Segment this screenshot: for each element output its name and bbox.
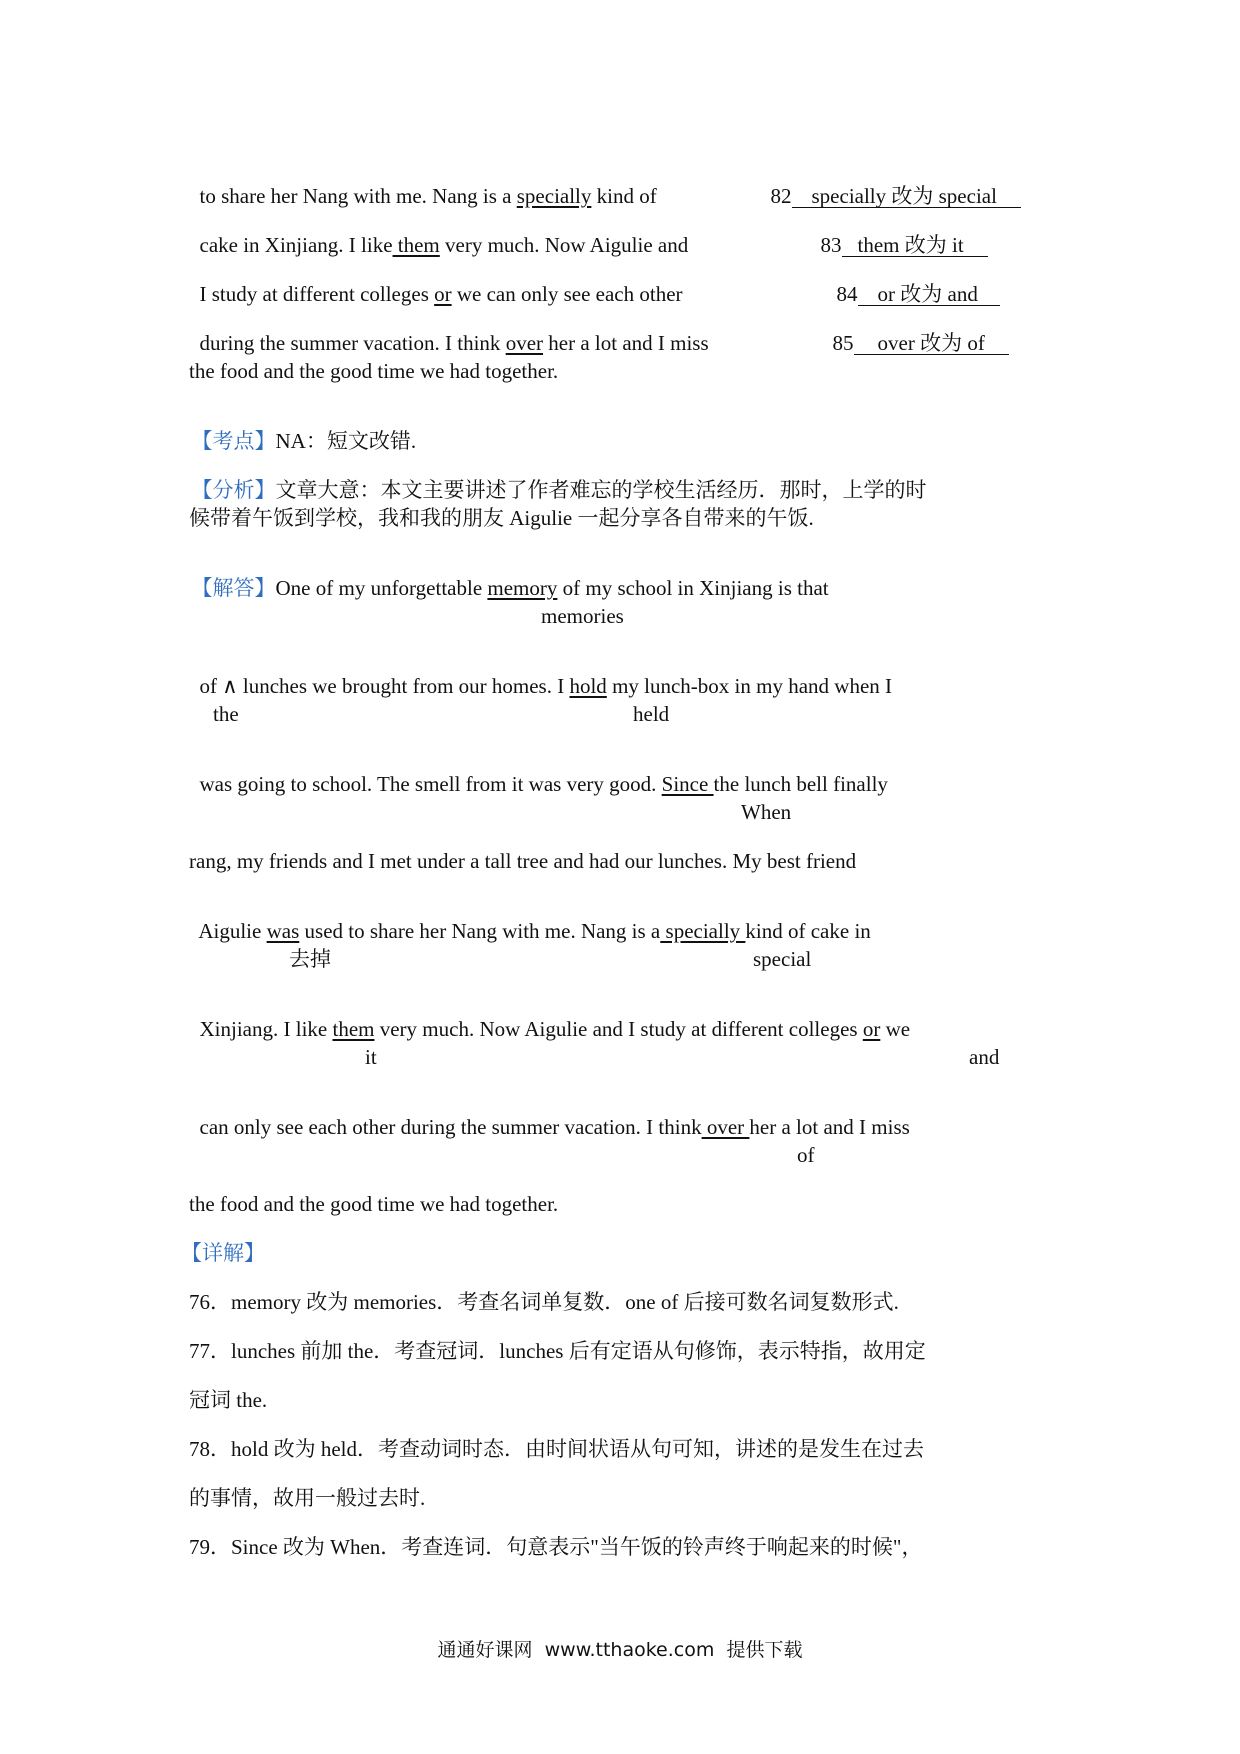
correction-word: of — [797, 1143, 815, 1167]
correction-row-85 — [189, 312, 709, 354]
correction-word: and — [969, 1045, 1000, 1069]
kaodian-label: 【考点】 — [191, 429, 276, 453]
fenxi-text: 文章大意：本文主要讲述了作者难忘的学校生活经历．那时，上学的时 — [275, 478, 927, 502]
answer-blank: or 改为 and — [858, 284, 1000, 306]
text: used to share her Nang with me. Nang is a — [299, 919, 661, 943]
row-text: to share her Nang with me. Nang is a specially kind of — [199, 184, 657, 208]
correction-word: held — [633, 702, 670, 726]
correction-word: 去掉 — [289, 947, 331, 971]
text: the lunch bell finally — [713, 772, 888, 796]
underlined-word: or — [862, 1017, 881, 1041]
answer-blank: specially 改为 special — [792, 186, 1021, 208]
text: One of my unforgettable — [275, 576, 488, 600]
answer-number: 83 — [820, 233, 842, 257]
answer-number: 82 — [770, 184, 792, 208]
answer-82 — [760, 165, 1021, 208]
xiangjie-line-78-cont: 的事情，故用一般过去时. — [189, 1486, 426, 1510]
answer-blank: them 改为 it — [842, 235, 988, 257]
xiangjie-line-79: 79．Since 改为 When．考查连词．句意表示"当午饭的铃声终于响起来的时候"， — [189, 1535, 923, 1559]
correction-row-84 — [189, 263, 683, 305]
text: her a lot and I miss — [749, 1115, 910, 1139]
text: can only see each other during the summer vacation. I think — [199, 1115, 702, 1139]
correction-row-82 — [189, 165, 657, 207]
jieda-line-8: the food and the good time we had together. — [189, 1192, 559, 1216]
underlined-word: them — [392, 233, 440, 257]
jieda-line-3 — [189, 753, 888, 795]
answer-84 — [826, 263, 1000, 306]
underlined-word: was — [266, 919, 300, 943]
text: very much. Now Aigulie and I study at different colleges — [374, 1017, 863, 1041]
xiangjie-line-76: 76．memory 改为 memories．考查名词单复数．one of 后接可数名词复数形式. — [189, 1290, 899, 1314]
answer-number: 84 — [836, 282, 858, 306]
text: was going to school. The smell from it was very good. — [199, 772, 662, 796]
jieda-line-7 — [189, 1096, 910, 1138]
xiangjie-label: 【详解】 — [181, 1241, 265, 1265]
answer-blank: over 改为 of — [854, 333, 1009, 355]
underlined-word: specially — [660, 919, 746, 943]
text: of my school in Xinjiang is that — [557, 576, 829, 600]
fenxi-label: 【分析】 — [191, 478, 276, 502]
correction-word: it — [365, 1045, 377, 1069]
underlined-word: them — [332, 1017, 375, 1041]
text: Aigulie — [198, 919, 267, 943]
jieda-line-5 — [189, 900, 871, 942]
correction-word: special — [753, 947, 812, 971]
answer-83 — [810, 214, 988, 257]
row-text: cake in Xinjiang. I like them very much. Now Aigulie and — [199, 233, 689, 257]
underlined-word: Since — [661, 772, 714, 796]
jieda-label: 【解答】 — [191, 576, 276, 600]
kaodian-text: NA：短文改错. — [275, 429, 417, 453]
jieda-line-6 — [189, 998, 910, 1040]
text: my lunch-box in my hand when I — [606, 674, 893, 698]
page-footer: 通通好课网 www.tthaoke.com 提供下载 — [437, 1639, 803, 1661]
kaodian-line — [181, 410, 416, 452]
xiangjie-line-78: 78．hold 改为 held．考查动词时态．由时间状语从句可知，讲述的是发生在过去 — [189, 1437, 924, 1461]
jieda-line-4: rang, my friends and I met under a tall tree and had our lunches. My best friend — [189, 849, 857, 873]
fenxi-line-2: 候带着午饭到学校，我和我的朋友 Aigulie 一起分享各自带来的午饭. — [189, 506, 814, 530]
answer-number: 85 — [832, 331, 854, 355]
underlined-word: specially — [516, 184, 592, 208]
text: of ∧ lunches we brought from our homes. I — [199, 674, 570, 698]
underlined-word: hold — [569, 674, 607, 698]
jieda-line-1 — [181, 557, 829, 599]
correction-word: memories — [541, 604, 624, 628]
xiangjie-line-77-cont: 冠词 the. — [189, 1388, 268, 1412]
correction-word: the — [213, 702, 239, 726]
underlined-word: over — [701, 1115, 750, 1139]
row-text: during the summer vacation. I think over her a lot and I miss — [199, 331, 709, 355]
xiangjie-line-77: 77．lunches 前加 the．考查冠词．lunches 后有定语从句修饰，表示特指，故用定 — [189, 1339, 926, 1363]
underlined-word: or — [434, 282, 452, 306]
text: kind of cake in — [745, 919, 871, 943]
correction-row-83 — [189, 214, 688, 256]
jieda-line-2 — [189, 655, 892, 697]
answer-85 — [822, 312, 1009, 355]
text-line: the food and the good time we had together. — [189, 359, 559, 383]
text: Xinjiang. I like — [199, 1017, 333, 1041]
underlined-word: memory — [487, 576, 558, 600]
correction-word: When — [741, 800, 792, 824]
underlined-word: over — [505, 331, 544, 355]
fenxi-line-1 — [181, 459, 927, 501]
text: we — [880, 1017, 911, 1041]
row-text: I study at different colleges or we can only see each other — [199, 282, 683, 306]
